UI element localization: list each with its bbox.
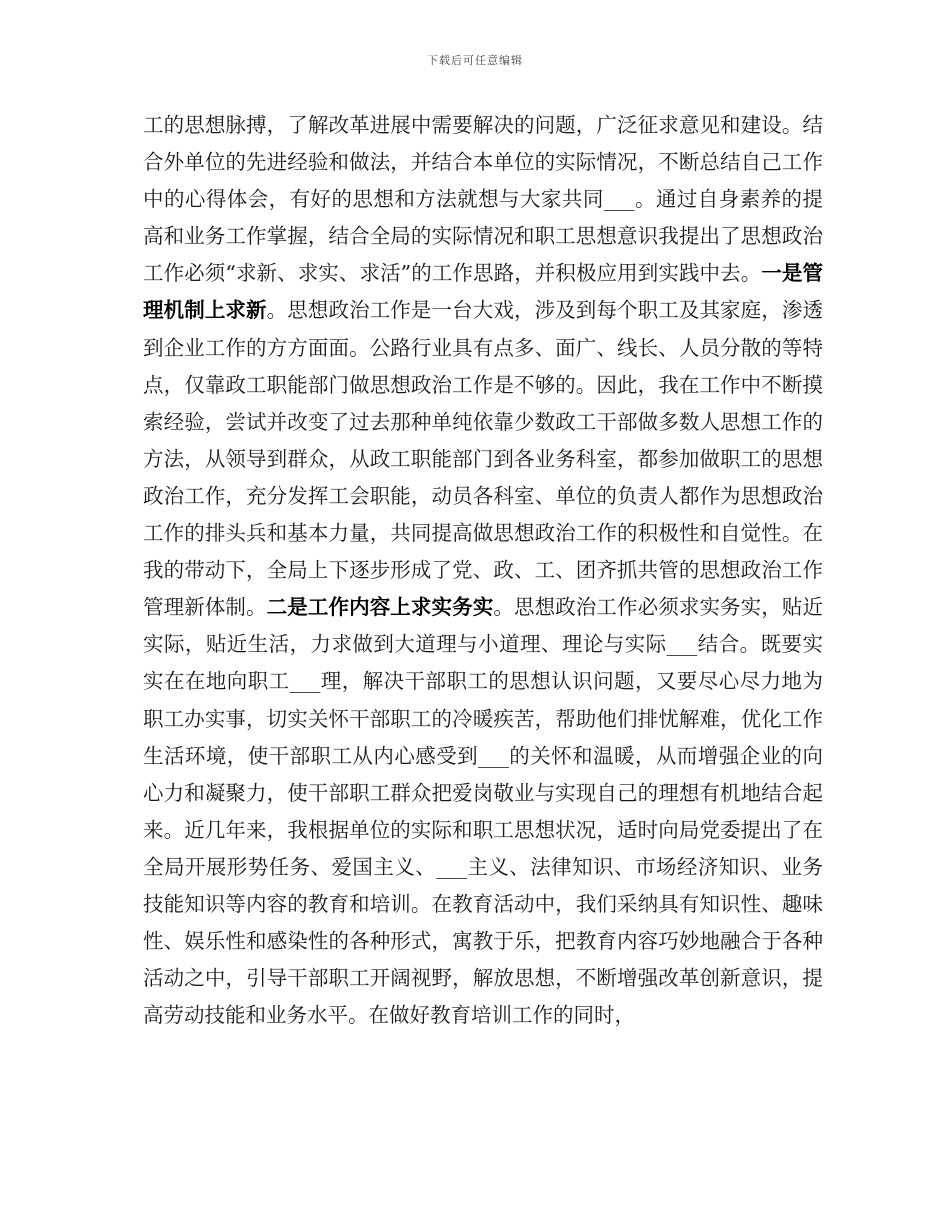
bold-heading-2: 二是工作内容上求实务实 [266, 595, 494, 620]
paragraph-text-1: 工的思想脉搏，了解改革进展中需要解决的问题，广泛征求意见和建设。结合外单位的先进经验和做法，并结合本单位的实际情况，不断总结自己工作中的心得体会，有好的思想和方法就想与大家共同___。通过自身素养的提高和业务工作掌握，结合全局的实际情况和职工思想意识我提出了思想政治工作必须“求新、求实、求活”的工作思路，并积极应用到实践中去。 [143, 113, 823, 286]
paragraph-text-2: 。思想政治工作是一台大戏，涉及到每个职工及其家庭，渗透到企业工作的方方面面。公路行业具有点多、面广、线长、人员分散的等特点，仅靠政工职能部门做思想政治工作是不够的。因此，我在工作中不断摸索经验，尝试并改变了过去那种单纯依靠少数政工干部做多数人思想工作的方法，从领导到群众，从政工职能部门到各业务科室，都参加做职工的思想政治工作，充分发挥工会职能，动员各科室、单位的负责人都作为思想政治工作的排头兵和基本力量，共同提高做思想政治工作的积极性和自觉性。在我的带动下，全局上下逐步形成了党、政、工、团齐抓共管的思想政治工作管理新体制。 [143, 298, 823, 620]
bold-heading-1: 一是管理机制上求新 [143, 261, 823, 323]
body-paragraph [143, 107, 823, 1034]
paragraph-text-3: 。思想政治工作必须求实务实，贴近实际，贴近生活，力求做到大道理与小道理、理论与实际___结合。既要实实在在地向职工___理，解决干部职工的思想认识问题，又要尽心尽力地为职工办实事，切实关怀干部职工的冷暖疾苦，帮助他们排忧解难，优化工作生活环境，使干部职工从内心感受到___的关怀和温暖，从而增强企业的向心力和凝聚力，使干部职工群众把爱岗敬业与实现自己的理想有机地结合起来。近几年来，我根据单位的实际和职工思想状况，适时向局党委提出了在全局开展形势任务、爱国主义、___主义、法律知识、市场经济知识、业务技能知识等内容的教育和培训。在教育活动中，我们采纳具有知识性、趣味性、娱乐性和感染性的各种形式，寓教于乐，把教育内容巧妙地融合于各种活动之中，引导干部职工开阔视野，解放思想，不断增强改革创新意识，提高劳动技能和业务水平。在做好教育培训工作的同时， [143, 595, 823, 1028]
page-header: 下载后可任意编辑 [427, 54, 523, 67]
